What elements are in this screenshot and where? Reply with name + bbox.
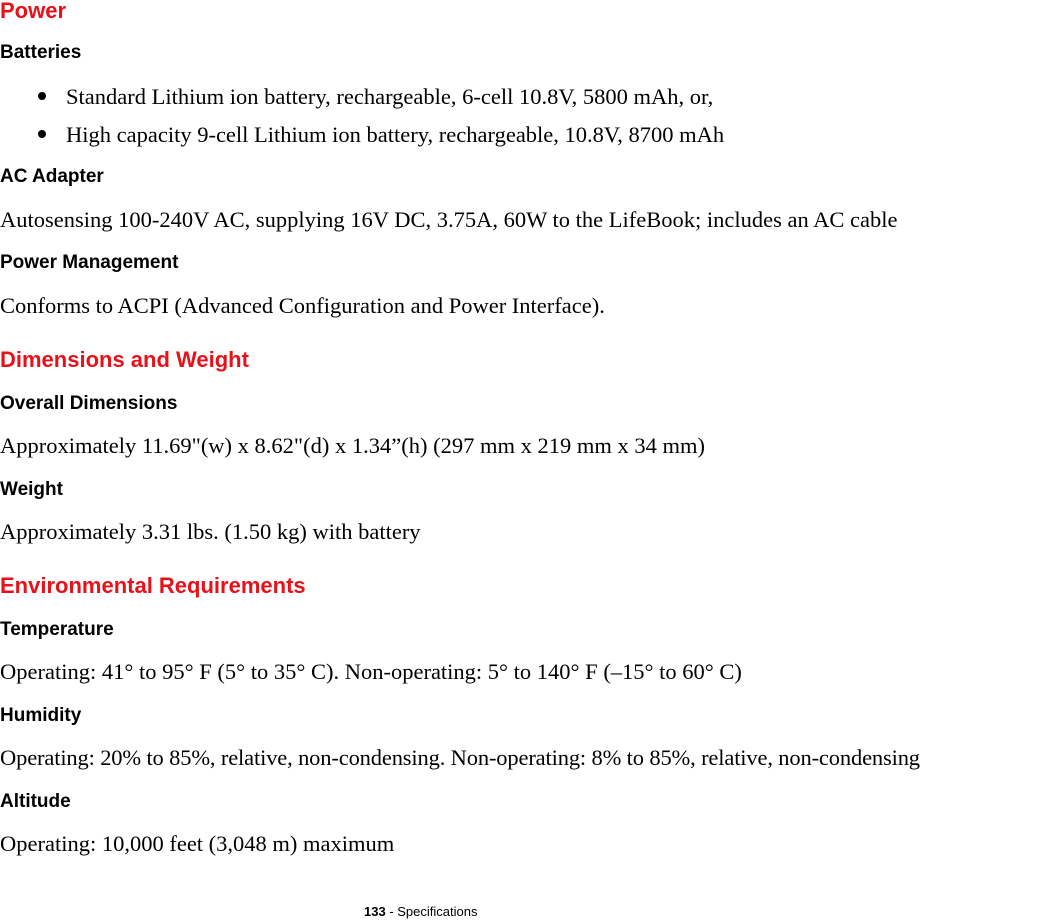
battery-item-text: Standard Lithium ion battery, rechargeable, 6-cell 10.8V, 5800 mAh, or, — [66, 84, 714, 109]
subheading-ac-adapter: AC Adapter — [0, 166, 104, 187]
subheading-humidity: Humidity — [0, 705, 82, 726]
section-title-environmental: Environmental Requirements — [0, 573, 306, 598]
temperature-text: Operating: 41° to 95° F (5° to 35° C). Non-operating: 5° to 140° F (–15° to 60° C) — [0, 659, 742, 684]
bullet-icon — [38, 130, 46, 138]
ac-adapter-text: Autosensing 100-240V AC, supplying 16V DC, 3.75A, 60W to the LifeBook; includes an AC cable — [0, 207, 898, 232]
subheading-weight: Weight — [0, 479, 63, 500]
subheading-temperature: Temperature — [0, 619, 114, 640]
footer-section-name: Specifications — [397, 904, 478, 919]
altitude-text: Operating: 10,000 feet (3,048 m) maximum — [0, 831, 395, 856]
page-footer — [364, 905, 477, 918]
overall-dimensions-text: Approximately 11.69"(w) x 8.62"(d) x 1.34”(h) (297 mm x 219 mm x 34 mm) — [0, 433, 705, 458]
power-management-text: Conforms to ACPI (Advanced Configuration and Power Interface). — [0, 293, 605, 318]
subheading-overall-dimensions: Overall Dimensions — [0, 393, 178, 414]
subheading-altitude: Altitude — [0, 791, 71, 812]
humidity-text: Operating: 20% to 85%, relative, non-condensing. Non-operating: 8% to 85%, relative, non-condensing — [0, 745, 920, 770]
battery-item-text: High capacity 9-cell Lithium ion battery, rechargeable, 10.8V, 8700 mAh — [66, 122, 725, 147]
bullet-icon — [38, 92, 46, 100]
subheading-power-management: Power Management — [0, 252, 179, 273]
subheading-batteries: Batteries — [0, 42, 82, 63]
section-title-power: Power — [0, 0, 67, 23]
footer-separator: - — [385, 904, 398, 919]
weight-text: Approximately 3.31 lbs. (1.50 kg) with battery — [0, 519, 421, 544]
section-title-dimensions: Dimensions and Weight — [0, 347, 249, 372]
page-number: 133 — [364, 904, 386, 919]
